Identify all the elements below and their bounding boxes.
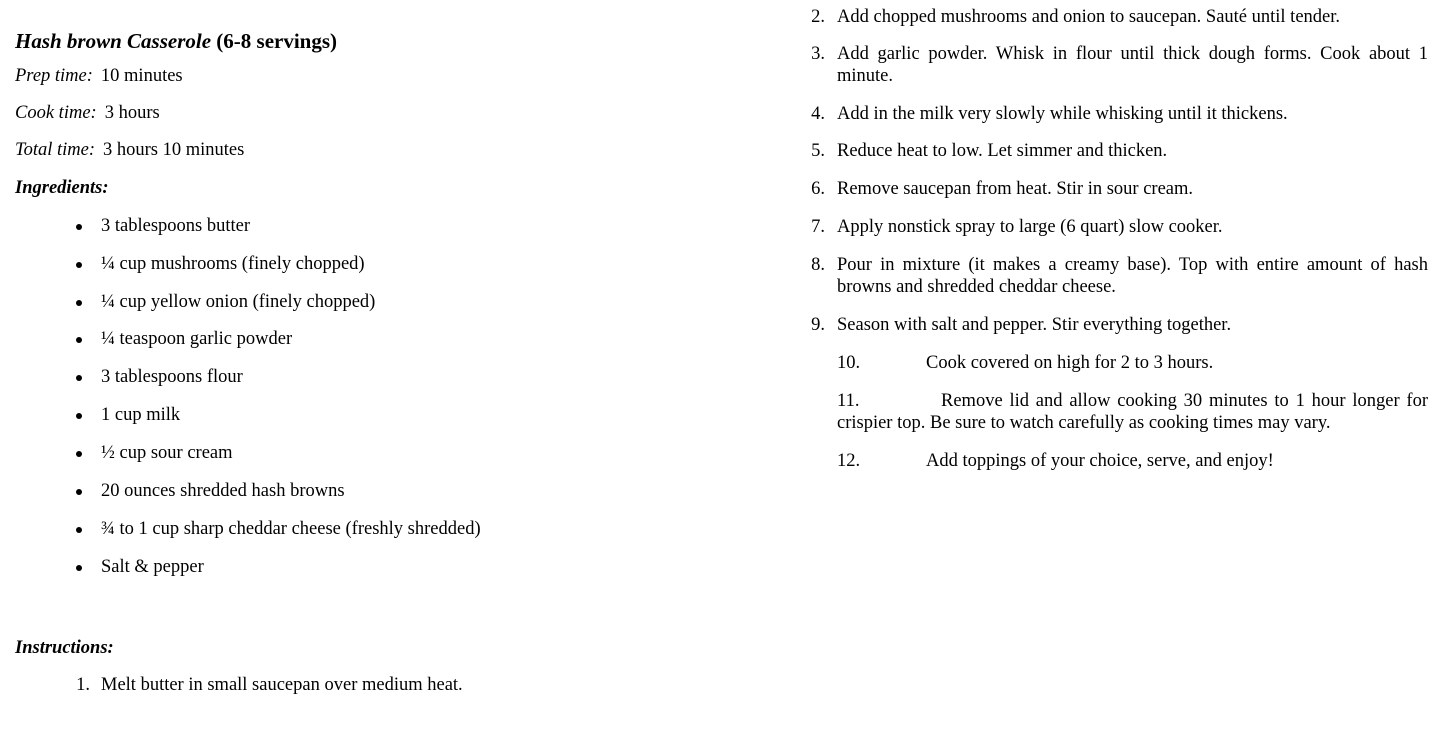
step-number: 3. <box>811 44 825 64</box>
ingredient-item: ¼ cup yellow onion (finely chopped) <box>101 292 376 312</box>
step-number: 2. <box>811 7 825 27</box>
step-number: 6. <box>811 179 825 199</box>
cook-time <box>15 102 160 124</box>
cook-time-label: Cook time: <box>15 103 97 123</box>
ingredient-item: 20 ounces shredded hash browns <box>101 481 345 501</box>
step-text: Melt butter in small saucepan over medium heat. <box>101 675 463 695</box>
instructions-heading: Instructions: <box>15 638 114 658</box>
step-text: Add garlic powder. Whisk in flour until thick dough forms. Cook about 1 minute. <box>837 44 1428 86</box>
ingredient-item: ½ cup sour cream <box>101 443 233 463</box>
bullet-icon <box>76 262 82 268</box>
recipe-title-servings: (6-8 servings) <box>216 29 338 53</box>
prep-time <box>15 65 183 87</box>
step-text: Season with salt and pepper. Stir everything together. <box>837 315 1232 335</box>
total-time-label: Total time: <box>15 140 96 160</box>
cook-time-value: 3 hours <box>104 103 160 123</box>
ingredients-heading: Ingredients: <box>15 178 109 198</box>
bullet-icon <box>76 565 82 571</box>
step-text: Reduce heat to low. Let simmer and thicken. <box>837 141 1168 161</box>
step-text: Add in the milk very slowly while whisking until it thickens. <box>837 104 1288 124</box>
bullet-icon <box>76 489 82 495</box>
step-number: 12. <box>837 451 861 471</box>
step-text: Remove saucepan from heat. Stir in sour cream. <box>837 179 1194 199</box>
step-text: Apply nonstick spray to large (6 quart) slow cooker. <box>837 217 1223 237</box>
ingredient-item: ¼ cup mushrooms (finely chopped) <box>101 254 365 274</box>
step-number: 9. <box>811 315 825 335</box>
ingredient-item: 1 cup milk <box>101 405 181 425</box>
step-text: Add chopped mushrooms and onion to saucepan. Sauté until tender. <box>837 7 1341 27</box>
step-number: 11. <box>837 391 860 411</box>
bullet-icon <box>76 337 82 343</box>
bullet-icon <box>76 375 82 381</box>
step-number: 7. <box>811 217 825 237</box>
total-time-value: 3 hours 10 minutes <box>103 140 245 160</box>
prep-time-label: Prep time: <box>15 66 93 86</box>
ingredient-item: ¾ to 1 cup sharp cheddar cheese (freshly shredded) <box>101 519 481 539</box>
prep-time-value: 10 minutes <box>100 66 183 86</box>
bullet-icon <box>76 300 82 306</box>
step-number: 4. <box>811 104 825 124</box>
step-text: Add toppings of your choice, serve, and enjoy! <box>926 451 1274 471</box>
step-text: Pour in mixture (it makes a creamy base). Top with entire amount of hash browns and shredded cheddar cheese. <box>837 255 1428 297</box>
ingredient-item: ¼ teaspoon garlic powder <box>101 329 293 349</box>
recipe-title <box>15 30 337 52</box>
step-number: 5. <box>811 141 825 161</box>
bullet-icon <box>76 413 82 419</box>
ingredient-item: 3 tablespoons flour <box>101 367 243 387</box>
ingredient-item: Salt & pepper <box>101 557 204 577</box>
bullet-icon <box>76 224 82 230</box>
step-number: 1. <box>76 675 90 695</box>
step-text: Cook covered on high for 2 to 3 hours. <box>926 353 1214 373</box>
bullet-icon <box>76 451 82 457</box>
bullet-icon <box>76 527 82 533</box>
recipe-title-name: Hash brown Casserole <box>15 29 212 53</box>
step-number: 8. <box>811 255 825 275</box>
step-number: 10. <box>837 353 861 373</box>
total-time <box>15 139 244 161</box>
step-text: Remove lid and allow cooking 30 minutes to 1 hour longer for crispier top. Be sure to watch carefully as cooking times may vary. <box>837 391 1428 433</box>
ingredient-item: 3 tablespoons butter <box>101 216 251 236</box>
